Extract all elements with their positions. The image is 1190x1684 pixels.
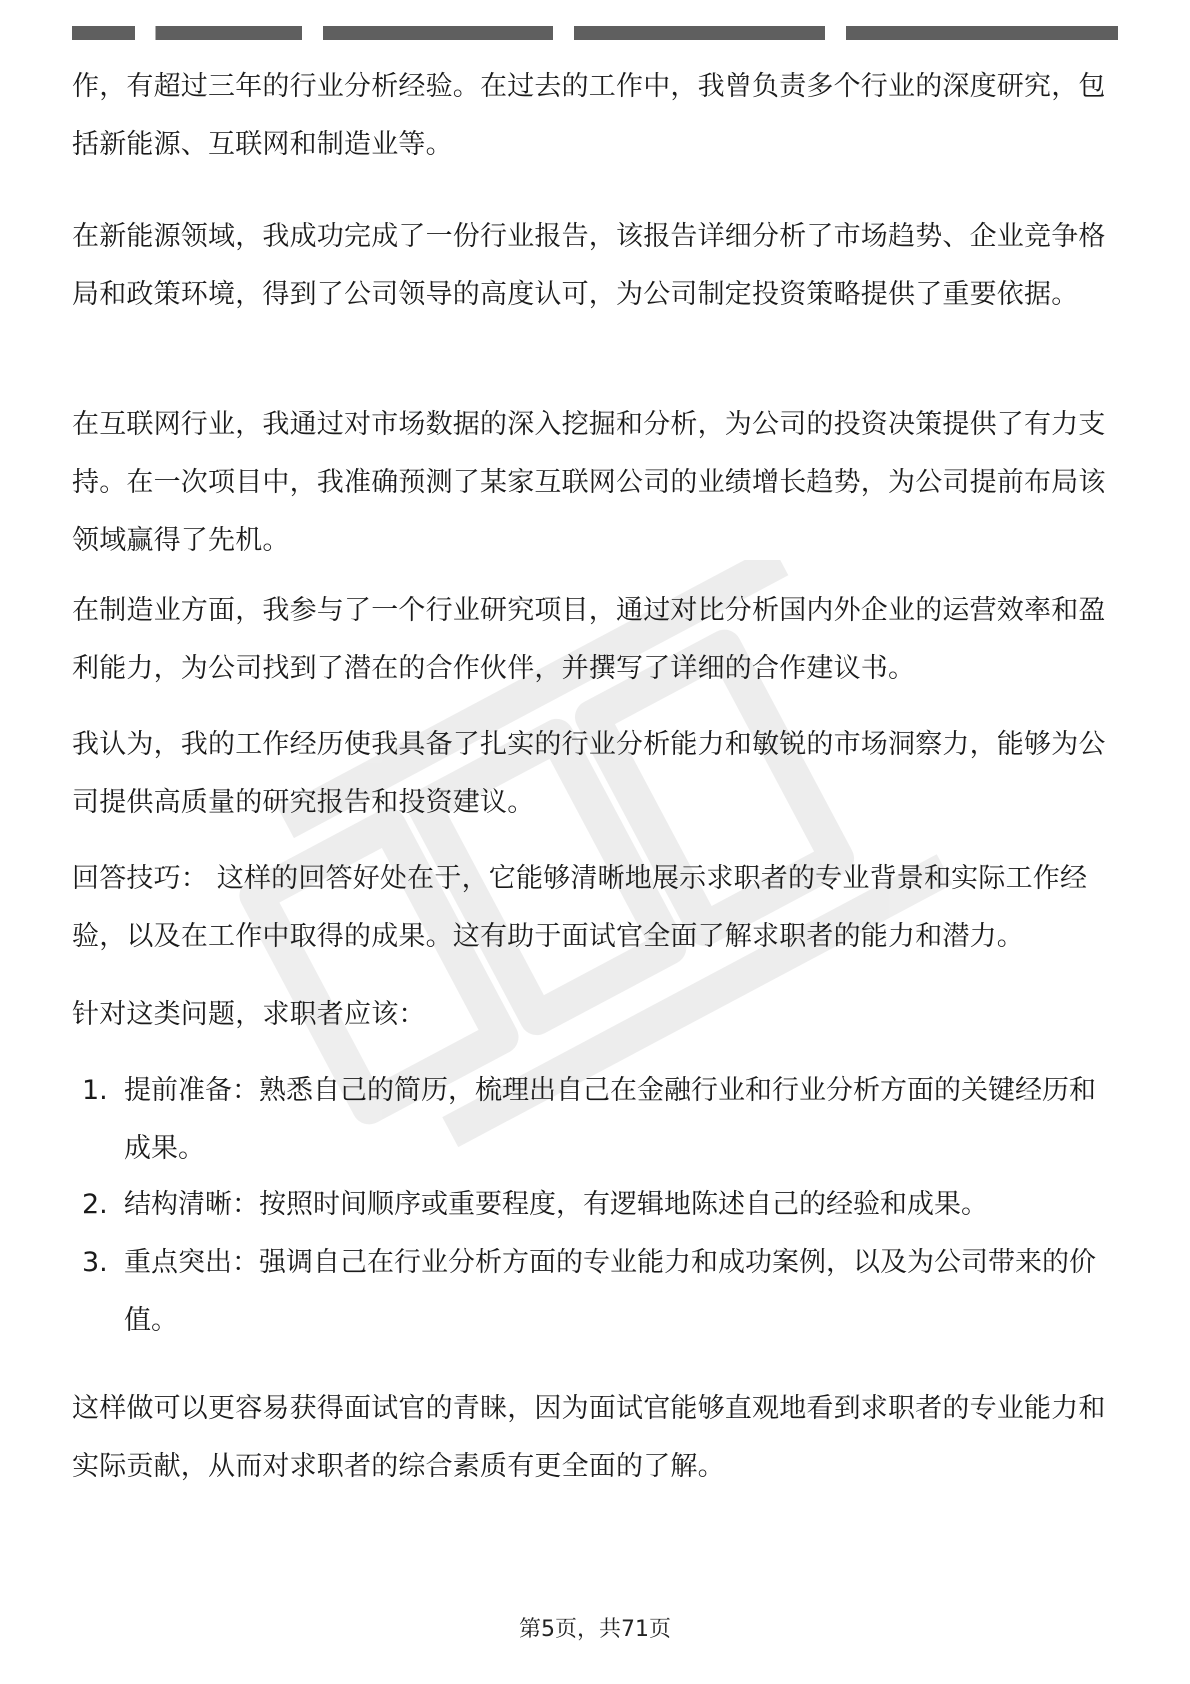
paragraph-2: 在新能源领域，我成功完成了一份行业报告，该报告详细分析了市场趋势、企业竞争格局和政策环境，得到了公司领导的高度认可，为公司制定投资策略提供了重要依据。	[72, 221, 1106, 310]
list-number: 1.	[82, 1075, 108, 1106]
tips-paragraph: 回答技巧： 这样的回答好处在于，它能够清晰地展示求职者的专业背景和实际工作经验，以及在工作中取得的成果。这有助于面试官全面了解求职者的能力和潜力。	[72, 863, 1088, 952]
closing-paragraph: 这样做可以更容易获得面试官的青睐，因为面试官能够直观地看到求职者的专业能力和实际贡献，从而对求职者的综合素质有更全面的了解。	[72, 1393, 1106, 1482]
paragraph-3: 在互联网行业，我通过对市场数据的深入挖掘和分析，为公司的投资决策提供了有力支持。在一次项目中，我准确预测了某家互联网公司的业绩增长趋势，为公司提前布局该领域赢得了先机。	[72, 409, 1106, 556]
clipped-top-line	[72, 26, 1118, 40]
paragraph-5: 我认为，我的工作经历使我具备了扎实的行业分析能力和敏锐的市场洞察力，能够为公司提供高质量的研究报告和投资建议。	[72, 729, 1106, 818]
list-text: 提前准备：熟悉自己的简历，梳理出自己在金融行业和行业分析方面的关键经历和成果。	[124, 1075, 1096, 1164]
paragraph-4: 在制造业方面，我参与了一个行业研究项目，通过对比分析国内外企业的运营效率和盈利能力，为公司找到了潜在的合作伙伴，并撰写了详细的合作建议书。	[72, 595, 1106, 684]
paragraph-1: 作，有超过三年的行业分析经验。在过去的工作中，我曾负责多个行业的深度研究，包括新能源、互联网和制造业等。	[72, 71, 1106, 160]
list-number: 3.	[82, 1247, 108, 1278]
list-text: 结构清晰：按照时间顺序或重要程度，有逻辑地陈述自己的经验和成果。	[124, 1189, 988, 1220]
list-number: 2.	[82, 1189, 108, 1220]
page-footer: 第5页，共71页	[519, 1617, 671, 1642]
list-text: 重点突出：强调自己在行业分析方面的专业能力和成功案例，以及为公司带来的价值。	[124, 1247, 1096, 1336]
list-intro: 针对这类问题，求职者应该：	[72, 999, 426, 1030]
